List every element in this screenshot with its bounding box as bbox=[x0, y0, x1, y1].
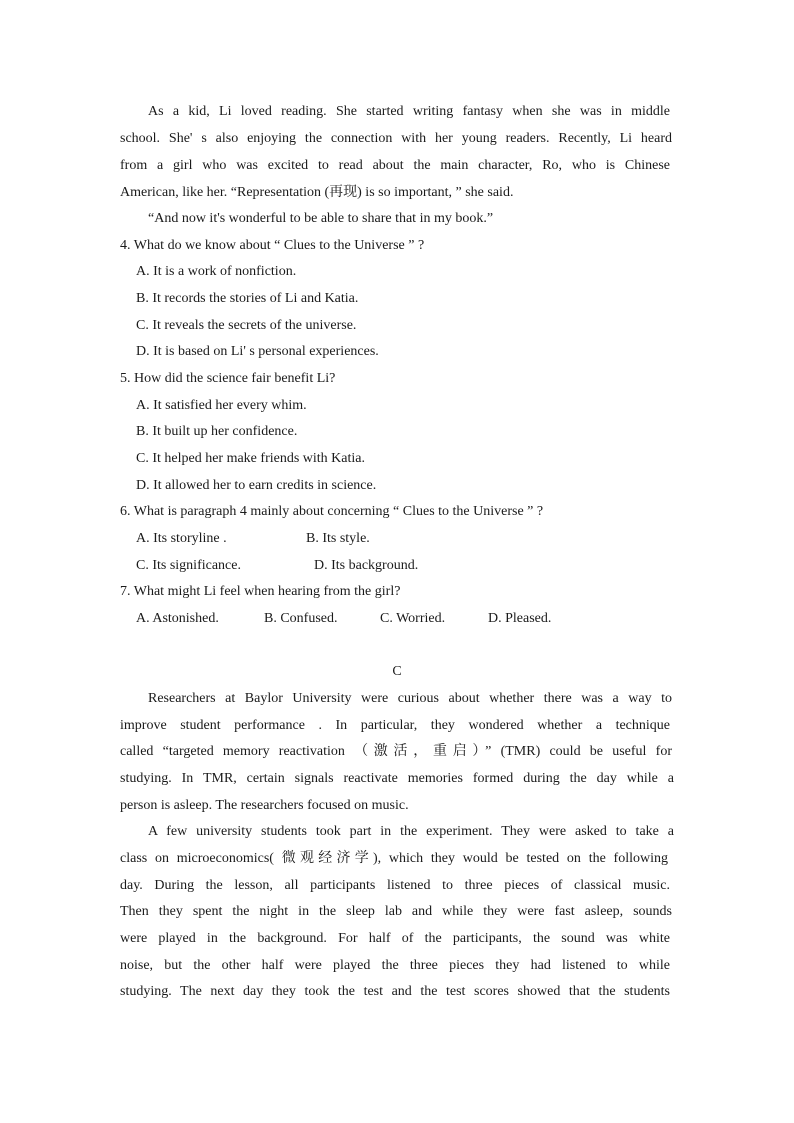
passage-b-line-4: American, like her. “Representation (再现) is so important, ” she said. bbox=[120, 185, 514, 200]
question-6-stem: 6. What is paragraph 4 mainly about concerning “ Clues to the Universe ” ? bbox=[120, 504, 544, 519]
passage-b-line-1: As a kid, Li loved reading. She started writing fantasy when she was in middle bbox=[148, 104, 670, 119]
question-7-option-d: D. Pleased. bbox=[488, 611, 552, 626]
question-4-option-a: A. It is a work of nonfiction. bbox=[136, 264, 297, 279]
question-7-option-c: C. Worried. bbox=[380, 611, 446, 626]
question-6-option-a: A. Its storyline . bbox=[136, 531, 227, 546]
section-c-p2-line-5: were played in the background. For half of the participants, the sound was white bbox=[120, 931, 670, 946]
question-5-option-b: B. It built up her confidence. bbox=[136, 424, 298, 439]
section-c-p2-line-7: studying. The next day they took the test and the test scores showed that the students bbox=[120, 984, 670, 999]
question-4-option-b: B. It records the stories of Li and Katia. bbox=[136, 291, 359, 306]
question-5-option-a: A. It satisfied her every whim. bbox=[136, 398, 307, 413]
question-7-stem: 7. What might Li feel when hearing from the girl? bbox=[120, 584, 401, 599]
question-5-stem: 5. How did the science fair benefit Li? bbox=[120, 371, 336, 386]
section-c-p2-line-2: class on microeconomics( 微观经济学), which they would be tested on the following bbox=[120, 851, 668, 866]
question-7-option-a: A. Astonished. bbox=[136, 611, 219, 626]
section-c-p2-line-1: A few university students took part in the experiment. They were asked to take a bbox=[148, 824, 674, 839]
passage-b-line-5: “And now it's wonderful to be able to share that in my book.” bbox=[148, 211, 494, 226]
passage-b-line-3: from a girl who was excited to read about the main character, Ro, who is Chinese bbox=[120, 158, 670, 173]
question-6-option-b: B. Its style. bbox=[306, 531, 370, 546]
section-c-heading: C bbox=[392, 664, 402, 679]
question-5-option-c: C. It helped her make friends with Katia. bbox=[136, 451, 365, 466]
question-4-option-d: D. It is based on Li' s personal experiences. bbox=[136, 344, 379, 359]
section-c-p1-line-2: improve student performance . In particular, they wondered whether a technique bbox=[120, 718, 670, 733]
section-c-p1-line-5: person is asleep. The researchers focused on music. bbox=[120, 798, 409, 813]
passage-b-line-2: school. She' s also enjoying the connection with her young readers. Recently, Li heard bbox=[120, 131, 672, 146]
section-c-p2-line-6: noise, but the other half were played the three pieces they had listened to while bbox=[120, 958, 670, 973]
question-5-option-d: D. It allowed her to earn credits in science. bbox=[136, 478, 377, 493]
section-c-p1-line-1: Researchers at Baylor University were curious about whether there was a way to bbox=[148, 691, 672, 706]
question-6-option-d: D. Its background. bbox=[314, 558, 419, 573]
section-c-p2-line-3: day. During the lesson, all participants listened to three pieces of classical music. bbox=[120, 878, 670, 893]
section-c-p2-line-4: Then they spent the night in the sleep lab and while they were fast asleep, sounds bbox=[120, 904, 672, 919]
section-c-p1-line-3: called “targeted memory reactivation （激活，重启）” (TMR) could be useful for bbox=[120, 744, 672, 759]
question-7-option-b: B. Confused. bbox=[264, 611, 338, 626]
section-c-p1-line-4: studying. In TMR, certain signals reactivate memories formed during the day while a bbox=[120, 771, 674, 786]
question-6-option-c: C. Its significance. bbox=[136, 558, 241, 573]
question-4-stem: 4. What do we know about “ Clues to the Universe ” ? bbox=[120, 238, 425, 253]
question-4-option-c: C. It reveals the secrets of the universe. bbox=[136, 318, 357, 333]
